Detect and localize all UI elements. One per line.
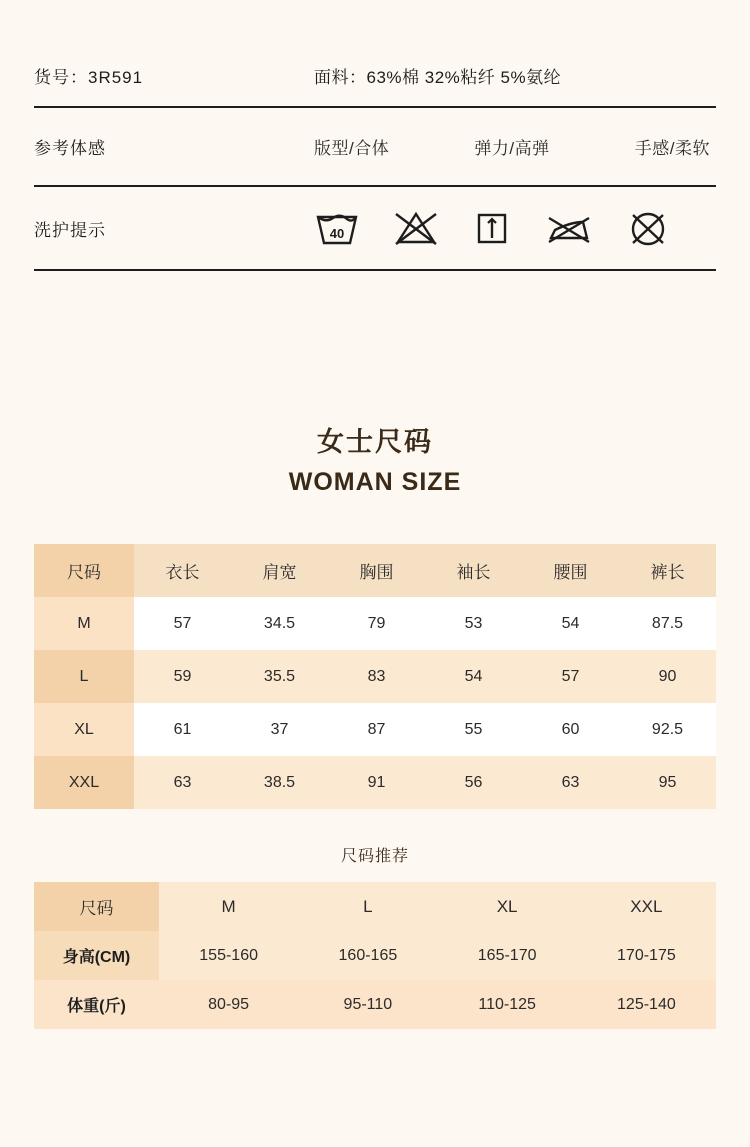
cell-weight-xl: 110-125 [438,980,577,1029]
col-header-xxl: XXL [577,882,716,931]
table-row [34,703,716,756]
cell-length: 63 [134,756,231,809]
cell-bust: 83 [328,650,425,703]
col-header-size: 尺码 [34,544,134,597]
cell-bust: 79 [328,597,425,650]
info-row-feel [34,108,716,185]
cell-height-xl: 165-170 [438,931,577,980]
info-row-code [34,44,716,106]
table-row [34,756,716,809]
table-row [34,980,716,1029]
col-header-pants-length: 裤长 [619,544,716,597]
feel-item-fit: 版型/合体 [314,139,390,158]
cell-weight-l: 95-110 [298,980,437,1029]
cell-size: XL [34,703,134,756]
table-header-row [34,544,716,597]
cell-shoulder: 34.5 [231,597,328,650]
cell-weight-m: 80-95 [159,980,298,1029]
cell-waist: 63 [522,756,619,809]
cell-weight-xxl: 125-140 [577,980,716,1029]
cell-height-l: 160-165 [298,931,437,980]
info-row-care [34,187,716,269]
cell-length: 59 [134,650,231,703]
cell-sleeve: 54 [425,650,522,703]
wash-40-icon [314,208,360,248]
cell-size: L [34,650,134,703]
svg-text:40: 40 [329,226,345,241]
col-header-size: 尺码 [34,882,159,931]
size-recommend-table [34,882,716,1029]
cell-shoulder: 38.5 [231,756,328,809]
cell-pants-length: 87.5 [619,597,716,650]
size-section-title [0,420,750,497]
care-icon-group [314,208,670,248]
size-title-cn: 女士尺码 [317,427,433,457]
col-header-m: M [159,882,298,931]
cell-size: M [34,597,134,650]
col-header-xl: XL [438,882,577,931]
table-row [34,597,716,650]
feel-items [314,134,716,159]
feel-item-stretch: 弹力/高弹 [474,139,550,158]
cell-bust: 91 [328,756,425,809]
no-dryclean-icon [626,208,670,248]
cell-sleeve: 55 [425,703,522,756]
cell-length: 61 [134,703,231,756]
cell-waist: 60 [522,703,619,756]
col-header-waist: 腰围 [522,544,619,597]
no-iron-icon [545,208,593,248]
fabric-composition: 面料：63%棉 32%粘纤 5%氨纶 [314,67,562,87]
col-header-sleeve: 袖长 [425,544,522,597]
product-code: 货号：3R591 [34,67,144,87]
recommend-title: 尺码推荐 [340,848,409,865]
col-header-l: L [298,882,437,931]
row-header-weight: 体重(斤) [34,980,159,1029]
divider-3 [34,269,716,271]
cell-waist: 57 [522,650,619,703]
feel-label: 参考体感 [34,139,106,158]
cell-height-xxl: 170-175 [577,931,716,980]
feel-item-touch: 手感/柔软 [634,139,710,158]
cell-pants-length: 92.5 [619,703,716,756]
cell-waist: 54 [522,597,619,650]
cell-sleeve: 56 [425,756,522,809]
cell-pants-length: 95 [619,756,716,809]
cell-shoulder: 35.5 [231,650,328,703]
cell-pants-length: 90 [619,650,716,703]
cell-bust: 87 [328,703,425,756]
cell-sleeve: 53 [425,597,522,650]
table-row [34,650,716,703]
row-header-height: 身高(CM) [34,931,159,980]
table-row [34,931,716,980]
cell-shoulder: 37 [231,703,328,756]
size-title-en: WOMAN SIZE [288,468,462,496]
care-label: 洗护提示 [34,220,106,240]
cell-length: 57 [134,597,231,650]
table-header-row [34,882,716,931]
col-header-shoulder: 肩宽 [231,544,328,597]
tumble-dry-low-icon [472,208,512,248]
product-info-block [34,42,716,271]
size-chart-table [34,544,716,809]
col-header-length: 衣长 [134,544,231,597]
cell-size: XXL [34,756,134,809]
no-bleach-icon [393,208,439,248]
col-header-bust: 胸围 [328,544,425,597]
cell-height-m: 155-160 [159,931,298,980]
